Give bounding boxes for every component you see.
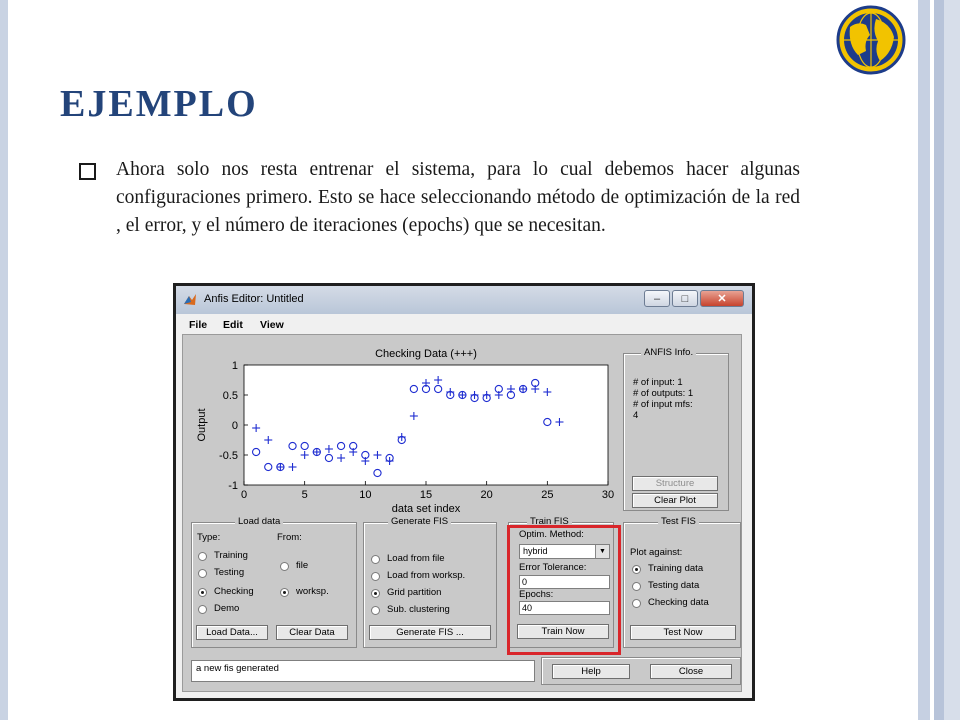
epochs-label: Epochs: <box>519 589 554 600</box>
radio-checking-label: Checking <box>214 586 254 597</box>
info-input-mfs: # of input mfs: <box>633 399 693 410</box>
x-tick-label: 5 <box>301 489 308 501</box>
radio-testing-data-label: Testing data <box>648 580 700 591</box>
close-button[interactable]: Close <box>650 664 732 679</box>
help-button[interactable]: Help <box>552 664 630 679</box>
radio-demo-label: Demo <box>214 603 240 614</box>
radio-testing-label: Testing <box>214 567 245 578</box>
editor-client-area <box>182 334 742 692</box>
radio-training-data[interactable] <box>632 565 641 574</box>
y-tick-label: 0.5 <box>222 390 238 402</box>
slide-left-border <box>0 0 8 720</box>
error-tolerance-label: Error Tolerance: <box>519 562 587 573</box>
anfis-info-title: ANFIS Info. <box>641 347 696 358</box>
y-tick-label: -1 <box>228 480 238 492</box>
type-label: Type: <box>197 532 221 543</box>
y-tick-label: 1 <box>231 360 238 372</box>
info-inputs: # of input: 1 <box>633 377 683 388</box>
radio-testing[interactable] <box>198 569 207 578</box>
train-fis-highlight <box>507 525 621 655</box>
maximize-button[interactable]: □ <box>672 290 698 307</box>
x-tick-label: 10 <box>359 489 372 501</box>
menu-edit[interactable]: Edit <box>223 319 243 331</box>
epochs-input[interactable]: 40 <box>519 601 610 615</box>
radio-demo[interactable] <box>198 605 207 614</box>
generate-fis-button[interactable]: Generate FIS ... <box>369 625 491 640</box>
y-axis-label: Output <box>196 408 208 442</box>
plot-against-label: Plot against: <box>630 547 683 558</box>
from-label: From: <box>277 532 302 543</box>
radio-load-from-file[interactable] <box>371 555 380 564</box>
radio-file[interactable] <box>280 562 289 571</box>
radio-grid-partition-label: Grid partition <box>387 587 442 598</box>
generate-fis-panel <box>363 516 497 648</box>
menu-view[interactable]: View <box>260 319 284 331</box>
radio-worksp-label: worksp. <box>296 586 329 597</box>
y-tick-label: -0.5 <box>219 450 238 462</box>
window-title: Anfis Editor: Untitled <box>204 293 304 305</box>
close-window-button[interactable]: ✕ <box>700 290 744 307</box>
minimize-button[interactable]: – <box>644 290 670 307</box>
radio-load-from-file-label: Load from file <box>387 553 445 564</box>
menu-file[interactable]: File <box>189 319 208 331</box>
menu-bar <box>176 316 752 334</box>
train-now-button[interactable]: Train Now <box>517 624 609 639</box>
optim-method-label: Optim. Method: <box>519 529 584 540</box>
structure-button[interactable]: Structure <box>632 476 718 491</box>
chevron-down-icon: ▼ <box>595 545 609 558</box>
x-axis-label: data set index <box>391 503 461 515</box>
y-tick-label: 0 <box>231 420 238 432</box>
test-fis-title: Test FIS <box>658 516 699 527</box>
anfis-editor-window <box>173 283 755 701</box>
radio-checking-data[interactable] <box>632 599 641 608</box>
slide-right-border-outer <box>944 0 960 720</box>
load-data-button[interactable]: Load Data... <box>196 625 268 640</box>
test-fis-panel <box>623 516 741 648</box>
radio-training-data-label: Training data <box>648 563 704 574</box>
plot-title: Checking Data (+++) <box>375 348 477 360</box>
slide-title: EJEMPLO <box>60 83 258 125</box>
info-outputs: # of outputs: 1 <box>633 388 694 399</box>
matlab-app-icon <box>183 293 197 307</box>
train-fis-title: Train FIS <box>527 516 572 527</box>
globe-logo-icon <box>836 5 906 75</box>
radio-checking[interactable] <box>198 588 207 597</box>
slide-right-border-stripe <box>934 0 944 720</box>
status-message: a new fis generated <box>191 660 535 682</box>
radio-checking-data-label: Checking data <box>648 597 709 608</box>
window-titlebar[interactable] <box>176 286 752 314</box>
load-data-panel <box>191 516 357 648</box>
radio-training-label: Training <box>214 550 248 561</box>
clear-plot-button[interactable]: Clear Plot <box>632 493 718 508</box>
bullet-checkbox-icon <box>79 163 96 180</box>
generate-fis-title: Generate FIS <box>388 516 451 527</box>
info-input-mfs-value: 4 <box>633 410 639 421</box>
x-tick-label: 0 <box>240 489 248 501</box>
radio-sub-clustering-label: Sub. clustering <box>387 604 450 615</box>
error-tolerance-input[interactable]: 0 <box>519 575 610 589</box>
radio-load-from-worksp[interactable] <box>371 572 380 581</box>
x-tick-label: 30 <box>601 489 615 501</box>
optim-method-value: hybrid <box>523 546 548 556</box>
radio-training[interactable] <box>198 552 207 561</box>
checking-data-plot <box>183 335 623 515</box>
radio-worksp[interactable] <box>280 588 289 597</box>
radio-testing-data[interactable] <box>632 582 641 591</box>
x-tick-label: 25 <box>541 489 554 501</box>
load-data-title: Load data <box>235 516 283 527</box>
radio-load-from-worksp-label: Load from worksp. <box>387 570 466 581</box>
slide-right-border <box>918 0 930 720</box>
x-tick-label: 20 <box>480 489 493 501</box>
test-now-button[interactable]: Test Now <box>630 625 736 640</box>
radio-file-label: file <box>296 560 309 571</box>
bottom-buttons-panel <box>541 657 741 685</box>
radio-grid-partition[interactable] <box>371 589 380 598</box>
radio-sub-clustering[interactable] <box>371 606 380 615</box>
x-tick-label: 15 <box>419 489 433 501</box>
slide-bullet-text: Ahora solo nos resta entrenar el sistema, para lo cual debemos hacer algunas configuraciones primero. Esto se hace seleccionando método de optimización de la red , el error, y el número de iteraciones (epochs) que se necesitan. <box>116 159 800 236</box>
anfis-info-panel <box>623 347 729 511</box>
clear-data-button[interactable]: Clear Data <box>276 625 348 640</box>
